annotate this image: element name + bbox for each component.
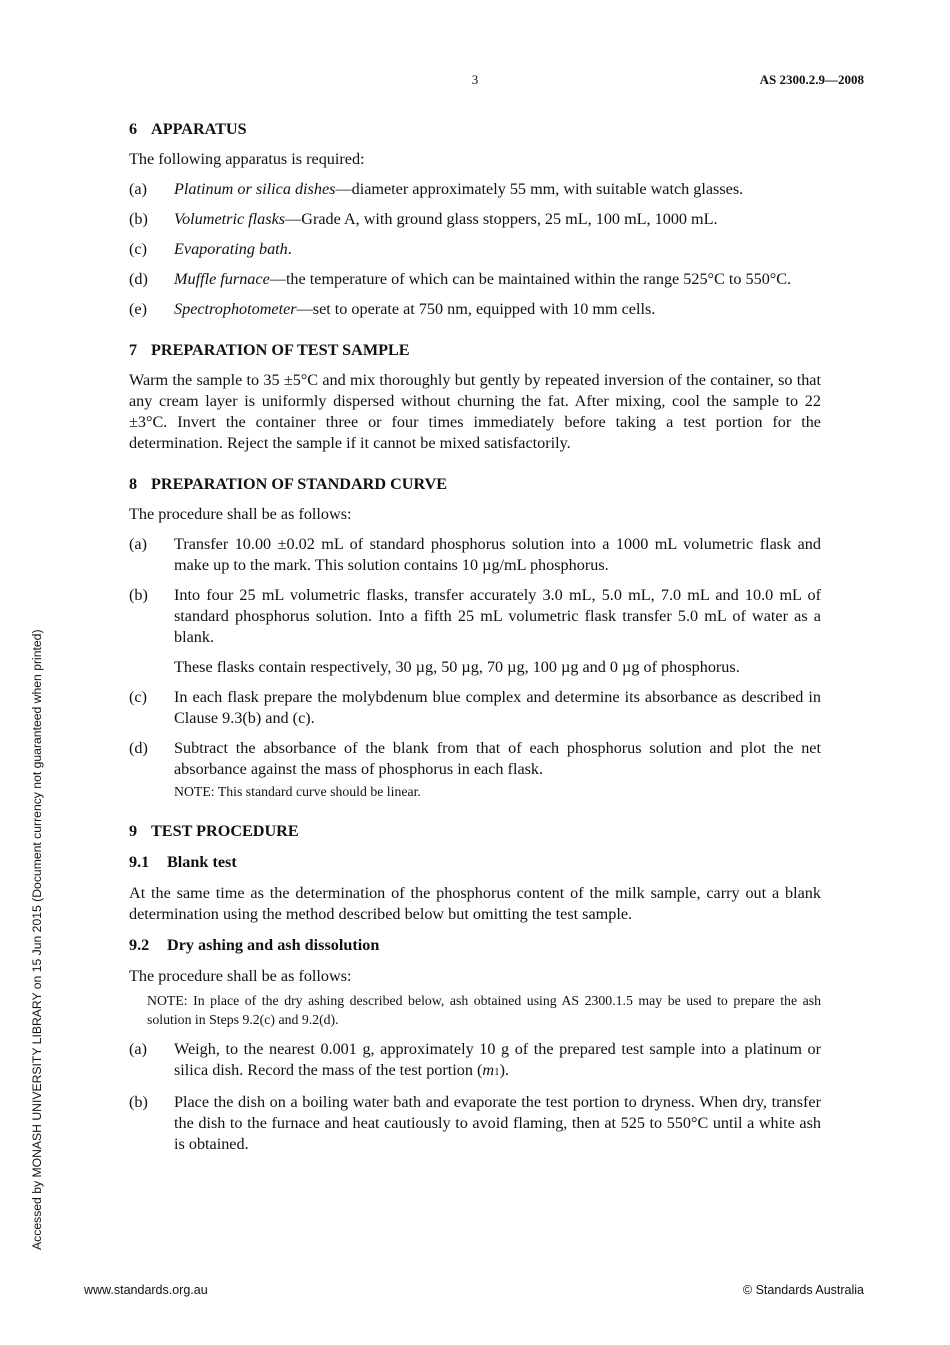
footer-website: www.standards.org.au [84, 1283, 208, 1297]
item-text [174, 299, 821, 320]
list-item [129, 687, 821, 729]
item-label: (b) [129, 210, 148, 228]
subsection-9-1-heading [129, 852, 821, 873]
section-6-intro: The following apparatus is required: [129, 150, 365, 168]
subsection-9-2-note: NOTE: In place of the dry ashing described below, ash obtained using AS 2300.1.5 may be used to prepare the ash solution in Steps 9.2(c) and 9.2(d). [147, 993, 821, 1027]
item-text: Place the dish on a boiling water bath and evaporate the test portion to dryness. When dry, transfer the dish to the furnace and heat cautiously to avoid flaming, then at 525 to 550°C until a white ash is obtained. [174, 1093, 821, 1153]
item-description: —Grade A, with ground glass stoppers, 25 mL, 100 mL, 1000 mL. [285, 210, 718, 228]
item-text-before: Weigh, to the nearest 0.001 g, approximately 10 g of the prepared test sample into a platinum or silica dish. Record the mass of the test portion ( [174, 1040, 821, 1079]
section-8-heading [129, 474, 821, 495]
list-item [129, 239, 821, 260]
item-text [174, 179, 821, 200]
item-text [174, 209, 821, 230]
section-8-note: NOTE: This standard curve should be linear. [174, 784, 421, 799]
section-6-heading [129, 119, 821, 140]
list-item [129, 269, 821, 290]
section-9-heading [129, 821, 821, 842]
item-text: In each flask prepare the molybdenum blue complex and determine its absorbance as described in Clause 9.3(b) and (c). [174, 688, 821, 727]
item-text [174, 1039, 821, 1083]
page-number: 3 [471, 72, 479, 87]
item-term: Muffle furnace [174, 270, 270, 288]
item-term: Platinum or silica dishes [174, 180, 336, 198]
item-text: Into four 25 mL volumetric flasks, transfer accurately 3.0 mL, 5.0 mL, 7.0 mL and 10.0 mL of standard phosphorus solution. Into a fifth 25 mL volumetric flask transfer 5.0 mL of water as a blank. [174, 586, 821, 646]
item-term: Volumetric flasks [174, 210, 286, 228]
section-number: 7 [129, 341, 138, 359]
mass-variable: m [482, 1061, 495, 1079]
item-label: (a) [129, 1040, 147, 1058]
item-text: Subtract the absorbance of the blank from that of each phosphorus solution and plot the net absorbance against the mass of phosphorus in each flask. [174, 739, 821, 778]
item-text: Transfer 10.00 ±0.02 mL of standard phosphorus solution into a 1000 mL volumetric flask and make up to the mark. This solution contains 10 µg/mL phosphorus. [174, 535, 821, 574]
section-number: 8 [129, 475, 138, 493]
item-description: —diameter approximately 55 mm, with suitable watch glasses. [335, 180, 744, 198]
subsection-number: 9.2 [129, 936, 150, 954]
subsection-title: Blank test [167, 853, 237, 871]
item-label: (d) [129, 270, 148, 288]
item-label: (b) [129, 586, 148, 604]
subsection-number: 9.1 [129, 853, 150, 871]
list-item [129, 209, 821, 230]
item-text [174, 239, 821, 260]
page-content [129, 119, 821, 1155]
item-label: (d) [129, 739, 148, 757]
footer-copyright: © Standards Australia [742, 1283, 864, 1297]
item-description: . [287, 240, 292, 258]
item-label: (e) [129, 300, 147, 318]
subsection-9-1-body: At the same time as the determination of the phosphorus content of the milk sample, carry out a blank determination using the method described below but omitting the test sample. [129, 884, 821, 923]
list-item [129, 1039, 821, 1083]
list-item [129, 585, 821, 648]
item-label: (b) [129, 1093, 148, 1111]
subsection-title: Dry ashing and ash dissolution [167, 936, 380, 954]
item-label: (c) [129, 240, 147, 258]
item-text [174, 269, 821, 290]
list-item [129, 179, 821, 200]
section-title: APPARATUS [151, 120, 247, 138]
item-text-after: ). [499, 1061, 510, 1079]
item-label: (a) [129, 535, 147, 553]
list-item [129, 534, 821, 576]
subsection-9-2-heading [129, 935, 821, 956]
item-label: (c) [129, 688, 147, 706]
item-term: Spectrophotometer [174, 300, 297, 318]
list-item [129, 1092, 821, 1155]
item-term: Evaporating bath [174, 240, 288, 258]
list-item [129, 299, 821, 320]
section-title: TEST PROCEDURE [151, 822, 299, 840]
subsection-9-2-intro: The procedure shall be as follows: [129, 967, 352, 985]
item-b-continuation: These flasks contain respectively, 30 µg, 50 µg, 70 µg, 100 µg and 0 µg of phosphorus. [174, 658, 740, 676]
item-label: (a) [129, 180, 147, 198]
item-description: —the temperature of which can be maintained within the range 525°C to 550°C. [269, 270, 792, 288]
section-7-body: Warm the sample to 35 ±5°C and mix thoroughly but gently by repeated inversion of the container, so that any cream layer is uniformly dispersed without churning the fat. After mixing, cool the sample to 22 ±3°C. Invert the container three or four times immediately before taking a test portion for the determination. Reject the sample if it cannot be mixed satisfactorily. [129, 371, 821, 452]
item-description: —set to operate at 750 nm, equipped with 10 mm cells. [296, 300, 656, 318]
section-title: PREPARATION OF STANDARD CURVE [151, 475, 448, 493]
standard-id: AS 2300.2.9—2008 [759, 72, 864, 87]
section-7-heading [129, 340, 821, 361]
mass-variable-subscript: 1 [494, 1066, 500, 1078]
section-number: 6 [129, 120, 138, 138]
section-number: 9 [129, 822, 138, 840]
section-8-intro: The procedure shall be as follows: [129, 505, 352, 523]
access-watermark: Accessed by MONASH UNIVERSITY LIBRARY on 15 Jun 2015 (Document currency not guaranteed when printed) [30, 629, 44, 1250]
list-item [129, 738, 821, 780]
section-title: PREPARATION OF TEST SAMPLE [151, 341, 410, 359]
